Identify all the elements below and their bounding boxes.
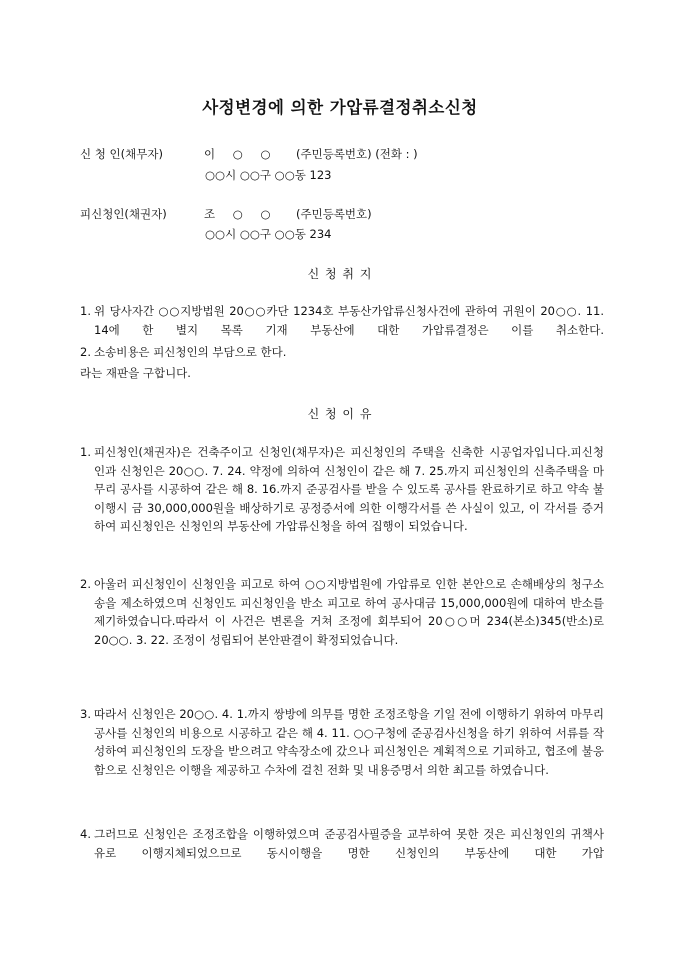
purpose-item-number: 1. — [80, 304, 91, 318]
respondent-name: 조 ○ ○ — [204, 207, 271, 221]
respondent-extra: (주민등록번호) — [296, 207, 372, 221]
reason-item-number: 2. — [80, 577, 91, 591]
respondent-address: ○○시 ○○구 ○○동 234 — [205, 227, 332, 241]
applicant-label: 신 청 인(채무자) — [80, 147, 163, 161]
purpose-item-text: 위 당사자간 ○○지방법원 20○○카단 1234호 부동산가압류신청사건에 관하여 귀원이 20○○. 11. 14에 한 별지 목록 기재 부동산에 대한 가압류결정은 이를 취소한다. — [94, 304, 604, 337]
reason-item — [80, 825, 604, 862]
purpose-item-text: 소송비용은 피신청인의 부담으로 한다. — [94, 345, 287, 359]
purpose-item — [80, 343, 604, 362]
reason-item-number: 1. — [80, 445, 91, 459]
reason-item-text: 피신청인(채권자)은 건축주이고 신청인(채무자)은 피신청인의 주택을 신축한 시공업자입니다.피신청인과 신청인은 20○○. 7. 24. 약정에 의하여 신청인이 같은 해 7. 25.까지 피신청인의 신축주택을 마무리 공사를 시공하여 같은 해 8. 16.까지 준공검사를 받을 수 있도록 공사를 완료하기로 하고 약속 불이행시 금 30,000,000원을 배상하기로 공정증서에 의한 이행각서를 쓴 사실이 있고, 이 각서를 증거하여 피신청인은 신청인의 부동산에 가압류신청을 하여 집행이 되었습니다. — [94, 445, 604, 533]
applicant-address: ○○시 ○○구 ○○동 123 — [205, 168, 332, 182]
respondent-label: 피신청인(채권자) — [80, 207, 167, 221]
purpose-heading: 신 청 취 지 — [307, 267, 373, 281]
reason-item-text: 아울러 피신청인이 신청인을 피고로 하여 ○○지방법원에 가압류로 인한 본안으로 손해배상의 청구소송을 제소하였으며 신청인도 피신청인을 반소 피고로 하여 공사대금 15,000,000원에 대하여 반소를 제기하였습니다.따라서 이 사건은 변론을 거쳐 조정에 회부되어 20○○머 234(본소)345(반소)로 20○○. 3. 22. 조정이 성립되어 본안판결이 확정되었습니다. — [94, 577, 604, 647]
reasons-heading: 신 청 이 유 — [307, 407, 373, 421]
document-title: 사정변경에 의한 가압류결정취소신청 — [202, 98, 478, 117]
applicant-name: 이 ○ ○ — [204, 147, 271, 161]
reason-item-text: 그러므로 신청인은 조정조합을 이행하였으며 준공검사필증을 교부하여 못한 것은 피신청인의 귀책사유로 이행지체되었으므로 동시이행을 명한 신청인의 부동산에 대한 가압 — [94, 827, 604, 860]
purpose-item-number: 2. — [80, 345, 91, 359]
reason-item — [80, 705, 604, 779]
purpose-item — [80, 302, 604, 339]
reason-item — [80, 575, 604, 649]
applicant-extra: (주민등록번호) (전화 : ) — [296, 147, 418, 161]
purpose-closing: 라는 재판을 구합니다. — [80, 366, 191, 380]
reason-item-text: 따라서 신청인은 20○○. 4. 1.까지 쌍방에 의무를 명한 조정조항을 기일 전에 이행하기 위하여 마무리 공사를 신청인의 비용으로 시공하고 같은 해 4. 11. ○○구청에 준공검사신청을 하기 위하여 서류를 작성하여 피신청인의 도장을 받으려고 약속장소에 갔으나 피신청인은 계획적으로 기피하고, 협조에 불응함으로 신청인은 이행을 제공하고 수차에 걸친 전화 및 내용증명서 의한 최고를 하였습니다. — [94, 707, 604, 777]
reason-item — [80, 443, 604, 536]
reason-item-number: 4. — [80, 827, 91, 841]
reason-item-number: 3. — [80, 707, 91, 721]
